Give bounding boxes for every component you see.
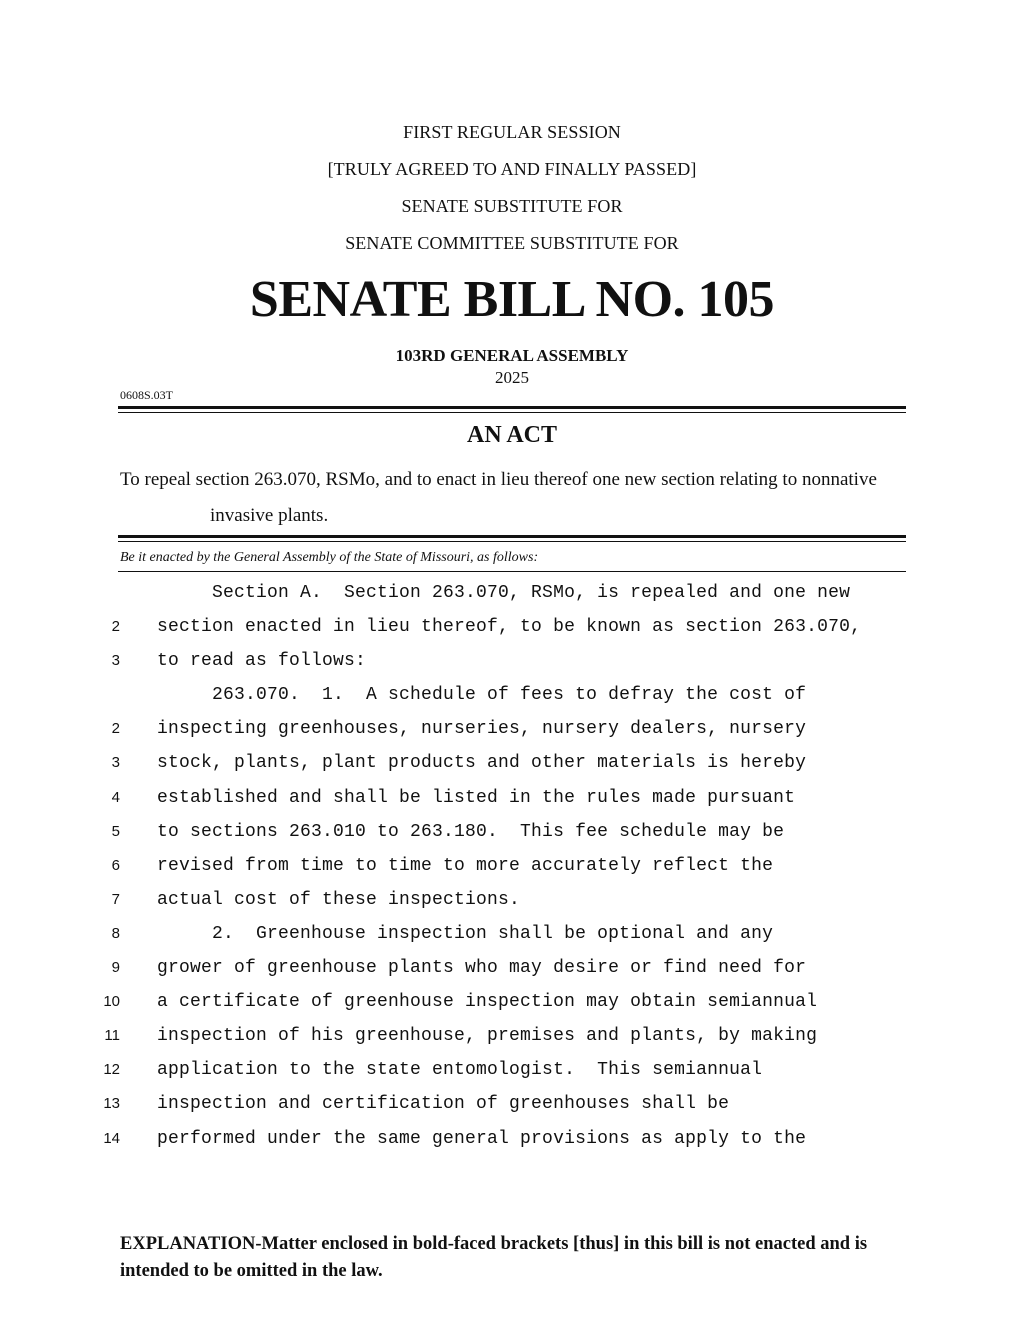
bill-line [0, 1019, 1024, 1053]
line-text: actual cost of these inspections. [157, 889, 521, 910]
bill-line [0, 712, 1024, 746]
bill-line [0, 576, 1024, 610]
line-text: grower of greenhouse plants who may desire or find need for [157, 958, 807, 979]
act-rule-top [118, 535, 906, 538]
line-text: inspection of his greenhouse, premises and plants, by making [157, 1026, 818, 1047]
header-rule-top [118, 406, 906, 409]
line-number: 10 [103, 993, 120, 1011]
session-label: FIRST REGULAR SESSION [403, 122, 621, 142]
line-number: 8 [111, 924, 120, 942]
line-text: 263.070. 1. A schedule of fees to defray the cost of [157, 685, 807, 706]
act-description [120, 462, 910, 534]
substitute-label: SENATE SUBSTITUTE FOR [401, 196, 623, 216]
bill-line [0, 1087, 1024, 1121]
line-number: 4 [111, 788, 120, 806]
line-number: 11 [104, 1027, 120, 1045]
act-description-line-2: invasive plants. [210, 505, 329, 526]
line-text: inspecting greenhouses, nurseries, nursery dealers, nursery [157, 719, 807, 740]
bill-line [0, 746, 1024, 780]
bill-line [0, 917, 1024, 951]
session-year: 2025 [495, 368, 529, 387]
line-text: inspection and certification of greenhouses shall be [157, 1094, 730, 1115]
bill-line [0, 1122, 1024, 1156]
line-text: performed under the same general provisions as apply to the [157, 1128, 807, 1149]
line-number: 5 [111, 822, 120, 840]
bill-title: SENATE BILL NO. 105 [249, 271, 775, 328]
bill-line [0, 849, 1024, 883]
line-text: to sections 263.010 to 263.180. This fee schedule may be [157, 821, 785, 842]
bill-line [0, 815, 1024, 849]
enacting-clause: Be it enacted by the General Assembly of the State of Missouri, as follows: [120, 550, 539, 565]
line-text: revised from time to time to more accurately reflect the [157, 855, 774, 876]
passage-status: [TRULY AGREED TO AND FINALLY PASSED] [327, 159, 697, 179]
line-number: 14 [103, 1129, 120, 1147]
line-number: 2 [111, 720, 120, 738]
line-text: 2. Greenhouse inspection shall be optional and any [157, 923, 774, 944]
line-text: application to the state entomologist. This semiannual [157, 1060, 763, 1081]
act-heading: AN ACT [466, 422, 557, 448]
committee-substitute-label: SENATE COMMITTEE SUBSTITUTE FOR [345, 233, 679, 253]
line-number: 13 [103, 1095, 120, 1113]
line-text: stock, plants, plant products and other materials is hereby [157, 753, 807, 774]
document-code: 0608S.03T [120, 388, 174, 402]
line-text: Section A. Section 263.070, RSMo, is repealed and one new [157, 583, 851, 603]
line-number: 7 [111, 890, 120, 908]
bill-line [0, 678, 1024, 712]
bill-line [0, 985, 1024, 1019]
act-rule-bottom [118, 541, 906, 542]
line-number: 9 [111, 959, 120, 977]
line-text: section enacted in lieu thereof, to be known as section 263.070, [157, 617, 862, 638]
line-text: to read as follows: [157, 651, 367, 672]
bill-line [0, 644, 1024, 678]
bill-line [0, 610, 1024, 644]
enacting-rule [118, 571, 906, 572]
general-assembly: 103RD GENERAL ASSEMBLY [395, 346, 629, 365]
bill-text [0, 576, 1024, 1156]
header-rule-bottom [118, 412, 906, 413]
line-text: a certificate of greenhouse inspection may obtain semiannual [157, 992, 818, 1013]
bill-line [0, 781, 1024, 815]
bill-line [0, 951, 1024, 985]
line-number: 12 [103, 1061, 120, 1079]
line-number: 3 [111, 652, 120, 670]
explanation-note: EXPLANATION-Matter enclosed in bold-faced brackets [thus] in this bill is not enacted and is intended to be omitted in the law. [120, 1234, 868, 1281]
line-text: established and shall be listed in the rules made pursuant [157, 787, 796, 808]
bill-line [0, 883, 1024, 917]
act-description-line-1: To repeal section 263.070, RSMo, and to enact in lieu thereof one new section relating to nonnative [120, 469, 877, 490]
line-number: 2 [111, 618, 120, 636]
line-number: 6 [111, 856, 120, 874]
line-number: 3 [111, 754, 120, 772]
bill-line [0, 1053, 1024, 1087]
